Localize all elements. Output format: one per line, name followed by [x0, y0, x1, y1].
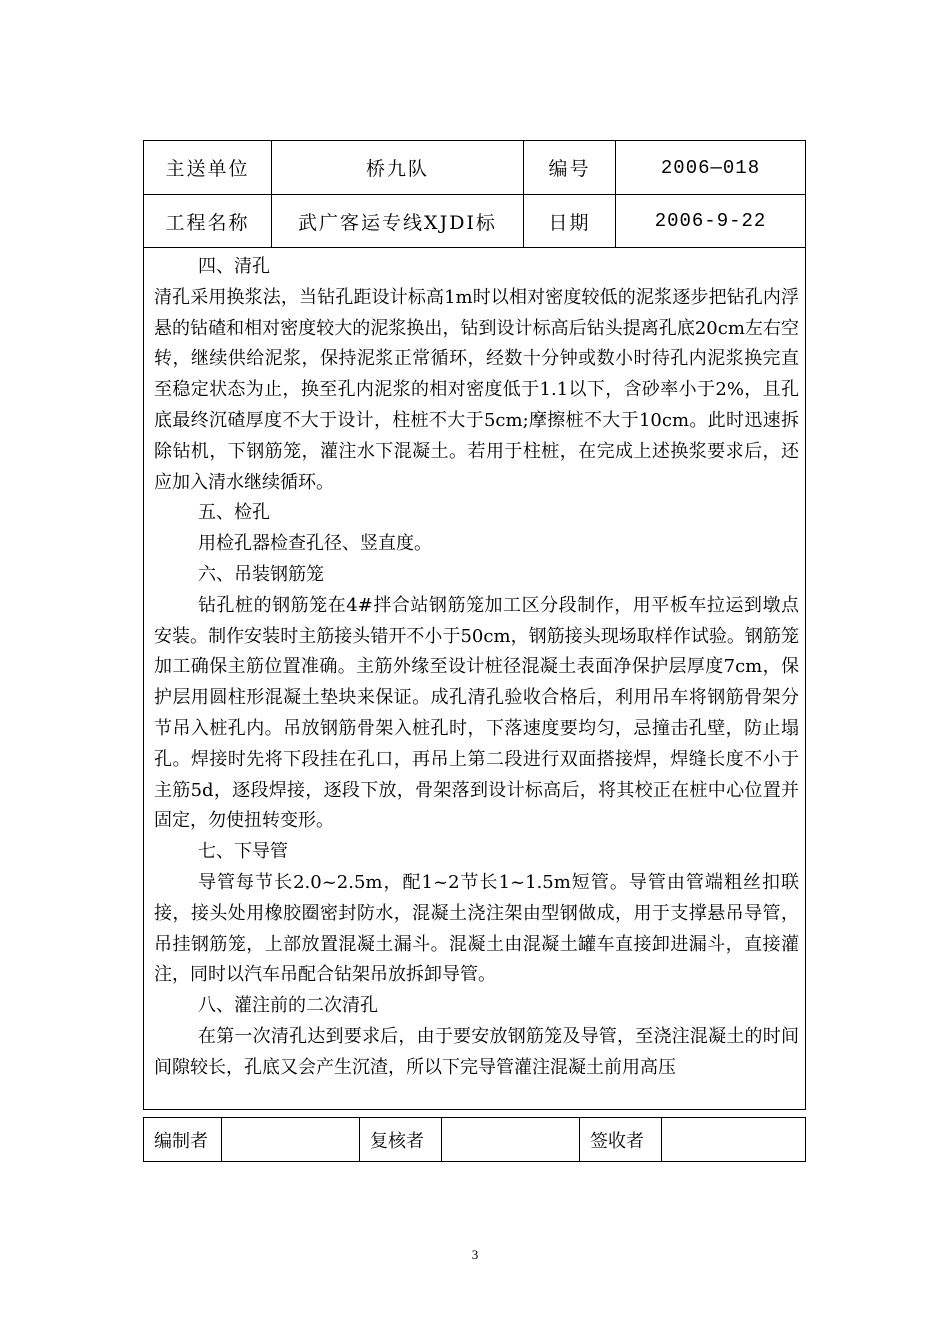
- section-4-title: 四、清孔: [198, 256, 270, 277]
- section-8-text: 在第一次清孔达到要求后，由于要安放钢筋笼及导管，至浇注混凝土的时间间隙较长，孔底又会产生沉渣，所以下完导管灌注混凝土前用高压: [154, 1025, 799, 1078]
- header-row-1: [144, 141, 806, 195]
- serial-number-label: 编号: [524, 141, 616, 195]
- technical-content: [144, 248, 806, 1110]
- section-8-title: 八、灌注前的二次清孔: [198, 995, 378, 1017]
- date-value: 2006-9-22: [616, 195, 806, 248]
- project-name-label: 工程名称: [144, 195, 272, 248]
- date-label: 日期: [524, 195, 616, 248]
- section-7-text: 导管每节长2.0~2.5m，配1~2节长1~1.5m短管。导管由管端粗丝扣联接，接头处用橡胶圈密封防水，混凝土浇注架由型钢做成，用于支撑悬吊导管，吊挂钢筋笼，上部放置混凝土漏斗。混凝土由混凝土罐车直接卸进漏斗，直接灌注，同时以汽车吊配合钻架吊放拆卸导管。: [154, 871, 799, 986]
- receiver-signature-field: [662, 1118, 806, 1162]
- section-5-text: 用检孔器检查孔径、竖直度。: [198, 533, 432, 555]
- page-number: 3: [471, 1247, 479, 1262]
- section-4-text: 清孔采用换浆法，当钻孔距设计标高1m时以相对密度较低的泥浆逐步把钻孔内浮悬的钻碴和相对密度较大的泥浆换出，钻到设计标高后钻头提离孔底20cm左右空转，继续供给泥浆，保持泥浆正常循环，经数十分钟或数小时待孔内泥浆换完直至稳定状态为止，换至孔内泥浆的相对密度低于1.1以下，含砂率小于2%，且孔底最终沉碴厚度不大于设计，柱桩不大于5cm;摩擦桩不大于10cm。此时迅速拆除钻机，下钢筋笼，灌注水下混凝土。若用于柱桩，在完成上述换浆要求后，还应加入清水继续循环。: [154, 286, 799, 493]
- form-table: [143, 140, 806, 1110]
- compiler-signature-field: [222, 1118, 360, 1162]
- recipient-unit-value: 桥九队: [272, 141, 524, 195]
- section-6-text: 钻孔桩的钢筋笼在4#拌合站钢筋笼加工区分段制作，用平板车拉运到墩点安装。制作安装时主筋接头错开不小于50cm，钢筋接头现场取样作试验。钢筋笼加工确保主筋位置准确。主筋外缘至设计桩径混凝土表面净保护层厚度7cm，保护层用圆柱形混凝土垫块来保证。成孔清孔验收合格后，利用吊车将钢筋骨架分节吊入桩孔内。吊放钢筋骨架入桩孔时，下落速度要均匀，忌撞击孔壁，防止塌孔。焊接时先将下段挂在孔口，再吊上第二段进行双面搭接焊，焊缝长度不小于主筋5d，逐段焊接，逐段下放，骨架落到设计标高后，将其校正在桩中心位置并固定，勿使扭转变形。: [154, 594, 799, 832]
- section-6-title: 六、吊装钢筋笼: [198, 563, 324, 585]
- serial-number-value: 2006—018: [616, 141, 806, 195]
- signature-table: [143, 1117, 806, 1162]
- recipient-unit-label: 主送单位: [144, 141, 272, 195]
- compiler-label: 编制者: [144, 1118, 222, 1162]
- section-7-title: 七、下导管: [198, 841, 288, 863]
- reviewer-label: 复核者: [360, 1118, 442, 1162]
- signature-row: [144, 1118, 806, 1162]
- body-row: [144, 248, 806, 1110]
- receiver-label: 签收者: [580, 1118, 662, 1162]
- reviewer-signature-field: [442, 1118, 580, 1162]
- section-5-title: 五、检孔: [198, 502, 270, 524]
- project-name-value: 武广客运专线XJDI标: [272, 195, 524, 248]
- header-row-2: [144, 195, 806, 248]
